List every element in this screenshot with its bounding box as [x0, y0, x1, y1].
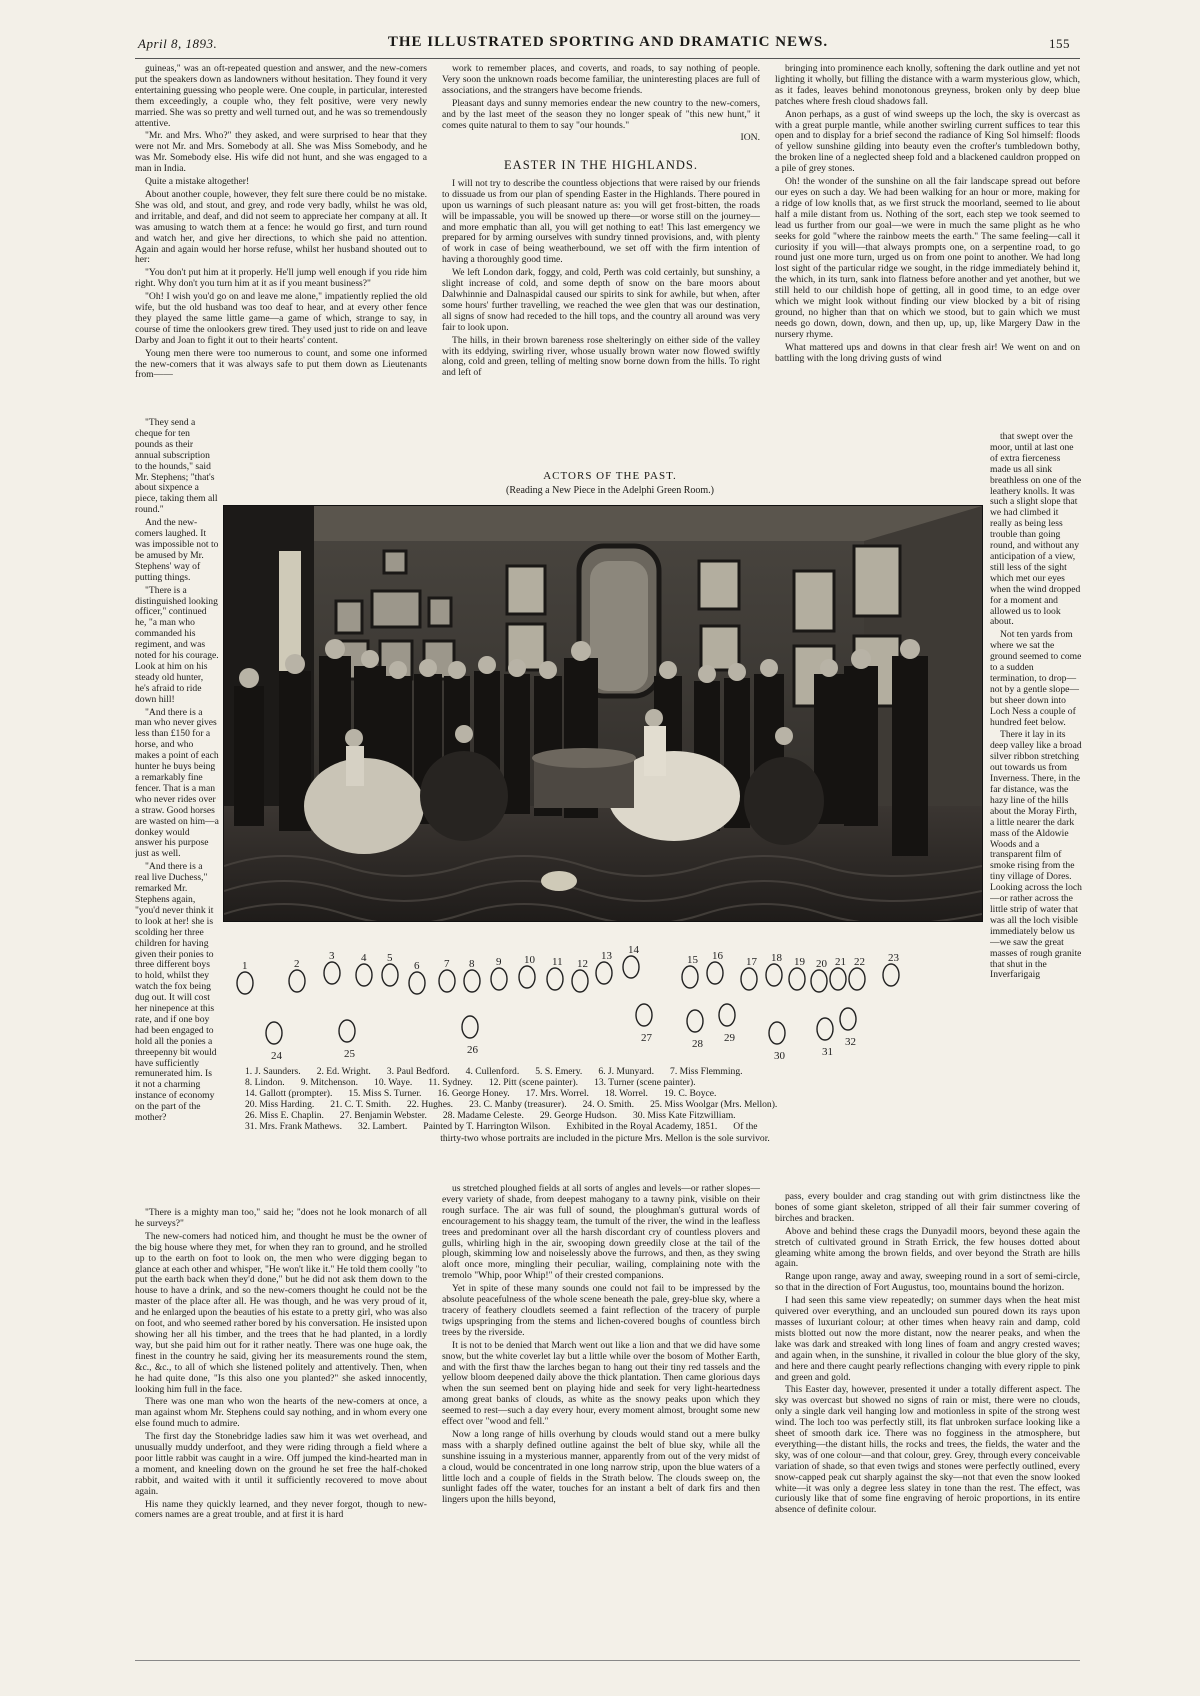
names-row [245, 1099, 965, 1110]
green-room-picture [223, 505, 983, 922]
paragraph: What mattered ups and downs in that clear fresh air! We went on and on battling with the long driving gusts of wind [775, 341, 1080, 364]
key-number: 3 [329, 950, 335, 962]
key-number: 18 [771, 952, 782, 964]
paragraph: pass, every boulder and crag standing out with grim distinctness like the bones of some giant skeleton, stripped of all their fair summer covering of birches and bracken. [775, 1192, 1080, 1224]
key-head-outline [266, 1022, 282, 1044]
portrait-names-list [245, 1066, 965, 1144]
key-head-outline [519, 966, 535, 988]
portrait-name: 23. C. Manby (treasurer). [469, 1099, 567, 1110]
portrait-name: 22. Hughes. [406, 1099, 454, 1110]
key-number: 8 [469, 958, 475, 970]
paragraph: Pleasant days and sunny memories endear the new country to the new-comers, and by the last meet of the season they no longer speak of "this new hunt," it comes quite natural to them to say "our hounds." [442, 97, 760, 131]
paragraph: work to remember places, and coverts, and roads, to say nothing of people. Very soon the unknown roads become familiar, the uninteresting places are full of associations, and the strangers have become friends. [442, 64, 760, 96]
portrait-key-diagram [228, 935, 978, 1060]
paragraph: And the new-comers laughed. It was impossible not to be amused by Mr. Stephens' way of putting things. [135, 517, 219, 583]
portrait-name: 15. Miss S. Turner. [348, 1088, 422, 1099]
key-number: 2 [294, 958, 300, 970]
key-figure-1 [237, 960, 253, 994]
key-number: 15 [687, 954, 698, 966]
key-head-outline [817, 1018, 833, 1040]
paragraph: Yet in spite of these many sounds one could not fail to be impressed by the absolute peacefulness of the whole scene beneath the pale, grey-blue sky, where a tracery of feathery cloudlets seemed a faint reflection of the tracery of purple twigs upspringing from the stems and lichen-covered boughs of countless birch trees by the riverside. [442, 1283, 760, 1338]
portrait-name: 10. Waye. [374, 1077, 413, 1088]
paragraph: us stretched ploughed fields at all sorts of angles and levels—or rather slopes—every variety of shade, from deepest mahogany to a tawny pink, visible on their rough surface. The air was full of sound, the ploughman's guttural words of encouragement to his shaggy team, the tumult of the river, the wind in the leafless trees and predominant over all the harsh discordant cry of countless plovers and gulls, whirling high in the air, swooping down greedily close at the tail of the plough, skimming low and noiselessly above the furrows, and then, as they swing aloft once more, mingling their peculiar, wailing, complaining note with the tremolo "Whip, poor Whip!" of their crested companions. [442, 1184, 760, 1282]
key-figure-14 [623, 944, 640, 978]
key-head-outline [636, 1004, 652, 1026]
key-number: 11 [552, 956, 563, 968]
key-figure-17 [741, 956, 758, 990]
portrait-name: 6. J. Munyard. [598, 1066, 655, 1077]
names-row [245, 1077, 965, 1088]
key-head-outline [464, 970, 480, 992]
paragraph: guineas," was an oft-repeated question and answer, and the new-comers put the speakers down as landowners without hesitation. They found it very entertaining guessing who people were. One couple, in particular, interested them exceedingly, a couple who, they felt positive, were very newly married. She was so pretty and well turned out, and he was so tremendously attentive. [135, 64, 427, 129]
key-figure-12 [572, 958, 588, 992]
portrait-name: 19. C. Boyce. [663, 1088, 717, 1099]
key-figure-7 [439, 958, 455, 992]
portrait-name: 14. Gallott (prompter). [245, 1088, 333, 1099]
key-figure-23 [883, 952, 900, 986]
portrait-name: 31. Mrs. Frank Mathews. [245, 1121, 342, 1132]
portrait-name: 20. Miss Harding. [245, 1099, 315, 1110]
column-1-narrow [135, 418, 219, 1206]
key-number: 30 [774, 1050, 785, 1060]
key-figure-28 [687, 1010, 704, 1050]
portrait-name: 11. Sydney. [428, 1077, 473, 1088]
key-figure-15 [682, 954, 699, 988]
paragraph: "And there is a real live Duchess," remarked Mr. Stephens again, "you'd never think it to look at her! she is scolding her three children for having given their ponies to three different boys to hold, whilst they watch the fox being dug out. It will cost her ninepence at this rate, and if one boy had been engaged to hold all the ponies a threepenny bit would have sufficiently remunerated him. Is it not a charming instance of economy on the part of the mother? [135, 861, 217, 1124]
portrait-name: 18. Worrel. [604, 1088, 648, 1099]
key-figure-31 [817, 1018, 833, 1058]
key-head-outline [719, 1004, 735, 1026]
key-figure-27 [636, 1004, 653, 1044]
key-number: 4 [361, 952, 367, 964]
key-figure-2 [289, 958, 305, 992]
paragraph: There it lay in its deep valley like a broad silver ribbon stretching out towards us from Inverness. There, in the far distance, was the hazy line of the hills about the Moray Firth, a little nearer the dark mass of the Aldowie Woods and a transparent film of smoke rising from the tiny village of Dores. Looking across the loch—or rather across the little strip of water that was all the loch visible immediately below us—we saw the great masses of rough granite that shut in the Inverfarigaig [990, 729, 1082, 981]
paragraph: Quite a mistake altogether! [145, 176, 250, 188]
key-figure-5 [382, 952, 398, 986]
paragraph: "And there is a man who never gives less than £150 for a horse, and who makes a point of each hunter he buys being a remarkably fine fencer. That is a man who never rides over a straw. Good horses are wasted on him—a donkey would answer his purpose just as well. [135, 706, 219, 860]
paragraph: bringing into prominence each knolly, softening the dark outline and yet not lighting it wholly, but filling the distance with a warm mysterious glow, which, as it fades, leaves behind monotonous greyness, broken only by deep blue patches where fresh cloud shadows fall. [775, 64, 1080, 107]
key-figure-29 [719, 1004, 736, 1044]
key-figure-32 [840, 1008, 856, 1048]
key-figure-24 [266, 1022, 283, 1060]
names-row [245, 1066, 965, 1077]
paragraph: It is not to be denied that March went out like a lion and that we did have some snow, but the white coverlet lay but a little while over the bosom of Mother Earth, and with the first thaw the larches began to hang out their tiny red tassels and the yellow bloom deepened daily above the thick plantation. Then came glorious days when the sun seemed bent on playing hide and seek for very light-heartedness among great banks of clouds, as white as the snowy peaks upon which they seemed to rest—such a day every hour, every moment almost, brought some new effect over "wood and fell." [442, 1339, 760, 1428]
key-figure-19 [789, 956, 806, 990]
key-head-outline [462, 1016, 478, 1038]
portrait-name: 5. S. Emery. [535, 1066, 583, 1077]
key-number: 13 [601, 950, 612, 962]
key-number: 24 [271, 1050, 282, 1060]
key-figure-9 [491, 956, 507, 990]
portrait-name: 9. Mitchenson. [300, 1077, 359, 1088]
key-number: 23 [888, 952, 899, 964]
paragraph: This Easter day, however, presented it under a totally different aspect. The sky was overcast but showed no signs of rain or mist, there were no clouds, only a single dark veil hanging low and motionless in spite of the strong west wind. The loch too was perfectly still, its flat unbroken surface looking like a sheet of smooth dark ice. There was no fogginess in the atmosphere, but everything—the distant hills, the rocks and trees, the fields, the water and the sky, was of one colour—and that colour, grey. Grey, through every conceivable variation of shade, so that even twigs and stones were perfectly outlined, every snow-capped peak cut sharply against the sky—not that even the snow looked white—it was only a degree less slatey in tone than the rest. The effect, was curiously like that of some fine engraving of heroic proportions, in its entire absence of definite colour. [775, 1384, 1080, 1516]
key-figure-26 [462, 1016, 479, 1056]
key-figure-22 [849, 956, 865, 990]
paragraph: The new-comers had noticed him, and thought he must be the owner of the big house where they met, for when they ran to ground, and he strolled up to the earth on foot to look on, the men who were digging began to glance at each other and whisper, "He won't like it." He told them coolly "to put the earth back when they'd done," but he did not ask them down to the house to have a drink, and so the new-comers thought he could not be the master of the place after all. He was though, and he was very proud of it, and he enlarged upon the beauties of his estate to a pretty girl, who was also on foot, and who seemed rather bored by his conversation. He insisted upon showing her all his timber, and the trees that he had planted, in a lordly way, but she paid him out for it rather neatly. There was one huge oak, the finest in the country he said, giving her its measurements round the stem, &c., &c., to all of which she listened politely and attentively. Then, when he had quite done, "Is this also one you planted?" she asked innocently, looking him full in the face. [135, 1230, 427, 1395]
key-head-outline [572, 970, 588, 992]
key-number: 32 [845, 1036, 856, 1048]
portrait-name: Of the [733, 1121, 758, 1132]
portrait-name: 26. Miss E. Chaplin. [245, 1110, 324, 1121]
column-3-bottom [775, 1192, 1080, 1660]
column-2-top [442, 64, 760, 154]
key-head-outline [830, 968, 846, 990]
paragraph: "Mr. and Mrs. Who?" they asked, and were surprised to hear that they were not Mr. and Mrs. Somebody at all. She was Miss Somebody, and he was Mr. Somebody else. His wife did not hunt, and she was engaged to a man in India. [135, 130, 427, 175]
names-row [245, 1121, 965, 1132]
key-figure-13 [596, 950, 613, 984]
portrait-key [228, 935, 978, 1060]
portrait-name: 24. O. Smith. [582, 1099, 635, 1110]
key-head-outline [596, 962, 612, 984]
portrait-names-note: thirty-two whose portraits are included in the picture Mrs. Mellon is the sole survivor. [440, 1133, 770, 1144]
key-figure-21 [830, 956, 846, 990]
page-number: 155 [1049, 36, 1070, 51]
portrait-name: 25. Miss Woolgar (Mrs. Mellon). [650, 1099, 778, 1110]
portrait-name: 13. Turner (scene painter). [594, 1077, 696, 1088]
key-number: 9 [496, 956, 502, 968]
paragraph: About another couple, however, they felt sure there could be no mistake. She was old, and stout, and grey, and rode very badly, whilst he was old, and irritable, and deaf, and did not seem to appreciate her company at all. It was amusing to watch them at a fence: he would go first, and turn round and watch her, and give her directions, to which she paid no attention. Again and again would her horse refuse, whilst her husband shouted out to her: [135, 188, 427, 266]
key-head-outline [840, 1008, 856, 1030]
key-figure-20 [811, 958, 828, 992]
column-1-bottom [135, 1208, 427, 1660]
paragraph: Now a long range of hills overhung by clouds would stand out a mere bulky mass with a sharply defined outline against the belt of blue sky, while all the sunshine issuing in a mysterious manner, apparently from out of the very midst of a cloud, would be concentrated in one long narrow strip, upon the blue waters of a little loch and a couple of fields in the Strath below. The clouds sweep on, the sunlight fades off the water, touches for an instant a belt of dark firs and then lingers upon the hills beyond, [442, 1428, 760, 1506]
key-head-outline [707, 962, 723, 984]
key-number: 10 [524, 954, 535, 966]
paragraph: Oh! the wonder of the sunshine on all the fair landscape spread out before our eyes on such a day. We had been walking for an hour or more, making for a ridge of low knolls that, as we first struck the moorland, seemed to lie about half a mile distant from us. Nothing of the sort, each step we took seemed to lead us further from our goal—we were in much the same plight as he who seeks for gold "where the rainbow meets the earth." The same feeling—call it curiosity if you will—that always prompts one, on a serpentine road, to go round just one more turn, urged us on from one point to another. We had long lost sight of the particular ridge we sought, in the ridge immediately behind it, the which, in its turn, sank into flatness before another and yet another, but we still held to our childish hope of getting, all in good time, to an edge over which we might look without finding our view blocked by a bit of rising ground, no higher than that on which we stood, but to gain which we must needs go down, down, down, and then up, up, up, like Margery Daw in the nursery rhyme. [775, 176, 1080, 340]
portrait-name: 27. Benjamin Webster. [339, 1110, 427, 1121]
column-3-top [775, 64, 1080, 434]
key-number: 25 [344, 1048, 355, 1060]
key-figure-6 [409, 960, 425, 994]
key-number: 1 [242, 960, 248, 972]
paragraph: Above and behind these crags the Dunyadil moors, beyond these again the stretch of cultivated ground in Strath Errick, the few houses dotted about gleaming white among the brown fields, and over beyond the Strath are hills again. [775, 1225, 1080, 1270]
key-number: 26 [467, 1044, 478, 1056]
key-head-outline [439, 970, 455, 992]
portrait-name: 17. Mrs. Worrel. [525, 1088, 589, 1099]
key-number: 5 [387, 952, 393, 964]
footer-rule [135, 1660, 1080, 1661]
paragraph: "They send a cheque for ten pounds as their annual subscription to the hounds," said Mr. Stephens; "that's about sixpence a piece, taking them all round." [135, 418, 218, 516]
key-head-outline [356, 964, 372, 986]
portrait-name: 28. Madame Celeste. [442, 1110, 524, 1121]
key-number: 17 [746, 956, 757, 968]
key-head-outline [766, 964, 782, 986]
key-figure-11 [547, 956, 563, 990]
column-3-narrow [990, 432, 1082, 1190]
newspaper-title: THE ILLUSTRATED SPORTING AND DRAMATIC NEWS. [387, 34, 829, 50]
key-head-outline [547, 968, 563, 990]
key-head-outline [237, 972, 253, 994]
key-number: 22 [854, 956, 865, 968]
key-figure-8 [464, 958, 480, 992]
key-head-outline [789, 968, 805, 990]
picture-subtitle: (Reading a New Piece in the Adelphi Green Room.) [506, 485, 714, 496]
key-head-outline [849, 968, 865, 990]
masthead-rule [135, 58, 1080, 59]
paragraph: "There is a mighty man too," said he; "does not he look monarch of all he surveys?" [135, 1208, 427, 1229]
key-number: 19 [794, 956, 805, 968]
paragraph: The first day the Stonebridge ladies saw him it was wet overhead, and unusually muddy underfoot, and they were riding through a field where a poor little rabbit was caught in a wire. Off jumped the kind-hearted man in a moment, and kneeling down on the ground he set free the half-choked rabbit, and waited with it until it sufficiently recovered to move about again. [135, 1431, 427, 1497]
portrait-name: 30. Miss Kate Fitzwilliam. [632, 1110, 736, 1121]
portrait-name: 29. George Hudson. [539, 1110, 617, 1121]
key-figure-10 [519, 954, 536, 988]
paragraph: that swept over the moor, until at last one of extra fierceness made us all sink breathless on one of the leathery knolls. It was such a slight slope that we had climbed it really as being less trouble than going round, and without any anticipation of a view, still less of the sight which met our eyes when the wind dropped for a moment and allowed us to look about. [990, 432, 1082, 628]
key-head-outline [339, 1020, 355, 1042]
paragraph: The hills, in their brown bareness rose shelteringly on either side of the valley with its eddying, swirling river, whose usually brown water now flowed swiftly along, cold and green, telling of melting snow borne down from the hills. To right and left of [442, 334, 760, 379]
column-2-bottom [442, 1184, 760, 1660]
paragraph: Not ten yards from where we sat the ground seemed to come to a sudden termination, to drop—not by a gentle slope—but sheer down into Loch Ness a couple of hundred feet below. [990, 629, 1082, 728]
column-1-top [135, 64, 427, 414]
portrait-name: Painted by T. Harrington Wilson. [423, 1121, 551, 1132]
paragraph: There was one man who won the hearts of the new-comers at once, a man against whom Mr. Stephens could say nothing, and in whom every one else found much to admire. [135, 1396, 427, 1430]
paragraph: Anon perhaps, as a gust of wind sweeps up the loch, the sky is overcast as with a great purple mantle, while another swirling current suffices to tear this open and to display for a brief second the radiance of King Sol himself: floods of yellow sunshine gilding into beauty even the crofter's tumbledown bothy, the broken line of a neglected sheep fold and a blackened cauldron propped on a pile of grey stones. [775, 108, 1080, 175]
key-head-outline [409, 972, 425, 994]
portrait-names-rows [245, 1066, 965, 1132]
portrait-name: 32. Lambert. [358, 1121, 408, 1132]
key-number: 12 [577, 958, 588, 970]
paragraph: Young men there were too numerous to count, and some one informed the new-comers that it was always safe to put them down as Lieutenants from—— [135, 347, 427, 381]
key-head-outline [769, 1022, 785, 1044]
section-title: EASTER IN THE HIGHLANDS. [504, 158, 698, 172]
picture-title: ACTORS OF THE PAST. [543, 470, 677, 482]
key-figure-30 [769, 1022, 786, 1060]
easter-article [442, 150, 760, 450]
paragraph: I will not try to describe the countless objections that were raised by our friends to dissuade us from our plan of spending Easter in the Highlands. There poured in upon us warnings of such pleasant nature as: you will get frost-bitten, the roads will be impassable, you will be snowed up there—or worse still on the journey—and more emphatic than all, you will get nothing to eat! This last emergency we prepared for by arming ourselves with sundry tinned provisions, and, with plenty of work in case of being weatherbound, we set off with the firm intention of having a thoroughly good time. [442, 177, 760, 266]
green-room-illustration [224, 506, 982, 921]
paragraph: His name they quickly learned, and they never forgot, though to new-comers names are a great trouble, and at first it is hard [135, 1498, 427, 1521]
key-number: 21 [835, 956, 846, 968]
names-row [245, 1088, 965, 1099]
key-head-outline [883, 964, 899, 986]
paragraph: I had seen this same view repeatedly; on summer days when the heat mist quivered over everything, and an unclouded sun poured down its rays upon masses of luxuriant colour; at other times when heavy rain and damp, cold mists blotted out now the more distant, now the nearer peaks, and when the lake was dark and streaked with long lines of foam and angry crested waves; and again when, in the sunshine, it rivalled in colour the blue glory of the sky, and here and there caught pearly reflections changing with every ripple to pink and green and gold. [775, 1295, 1080, 1383]
key-figure-3 [324, 950, 340, 984]
key-number: 29 [724, 1032, 735, 1044]
author-signature: ION. [740, 132, 760, 144]
key-number: 20 [816, 958, 827, 970]
portrait-name: 4. Cullenford. [465, 1066, 520, 1077]
key-number: 28 [692, 1038, 703, 1050]
key-number: 14 [628, 944, 639, 956]
portrait-name: 21. C. T. Smith. [330, 1099, 391, 1110]
portrait-name: 8. Lindon. [245, 1077, 285, 1088]
key-number: 31 [822, 1046, 833, 1058]
key-number: 16 [712, 950, 723, 962]
paragraph: "You don't put him at it properly. He'll jump well enough if you ride him right. Why don't you turn him at it as if you meant business?" [135, 267, 427, 290]
key-head-outline [491, 968, 507, 990]
names-row [245, 1110, 965, 1121]
key-head-outline [687, 1010, 703, 1032]
key-head-outline [382, 964, 398, 986]
paragraph: "Oh! I wish you'd go on and leave me alone," impatiently replied the old wife, but the old husband was too deaf to hear, and at every other fence they played the same little game—a game of which, strange to say, in course of time the onlookers grew tired. They used just to ride on and leave Darby and Joan to fight it out to their hearts' content. [135, 291, 427, 346]
key-figure-16 [707, 950, 724, 984]
portrait-name: 16. George Honey. [437, 1088, 510, 1099]
paragraph: "There is a distinguished looking officer," continued he, "a man who commanded his regiment, and was noted for his courage. Look at him on his steady old hunter, he's afraid to ride down hill! [135, 584, 219, 705]
key-head-outline [811, 970, 827, 992]
key-head-outline [324, 962, 340, 984]
portrait-name: 1. J. Saunders. [245, 1066, 301, 1077]
paragraph: Range upon range, away and away, sweeping round in a sort of semi-circle, so that in the direction of Fort Augustus, too, mountains bound the horizon. [775, 1271, 1080, 1294]
issue-date: April 8, 1893. [138, 36, 218, 51]
key-number: 27 [641, 1032, 652, 1044]
portrait-name: 7. Miss Flemming. [670, 1066, 743, 1077]
key-figure-18 [766, 952, 783, 986]
paragraph: We left London dark, foggy, and cold, Perth was cold certainly, but sunshiny, a slight increase of cold, and some depth of snow on the bare moors about Dalwhinnie and Dalnaspidal caused our spirits to sink for awhile, but when, after some hours' further travelling, we reached the wee glen that was our destination, all signs of snow had receded to the hill tops, and the country all around was very fair to look upon. [442, 267, 760, 333]
easter-paragraphs [442, 179, 760, 379]
portrait-name: 3. Paul Bedford. [386, 1066, 450, 1077]
key-figure-25 [339, 1020, 356, 1060]
key-number: 6 [414, 960, 420, 972]
key-number: 7 [444, 958, 450, 970]
key-head-outline [741, 968, 757, 990]
portrait-name: 12. Pitt (scene painter). [488, 1077, 579, 1088]
key-figure-4 [356, 952, 372, 986]
portrait-name: Exhibited in the Royal Academy, 1851. [566, 1121, 718, 1132]
key-head-outline [682, 966, 698, 988]
key-head-outline [289, 970, 305, 992]
masthead [138, 34, 1078, 56]
portrait-name: 2. Ed. Wright. [316, 1066, 371, 1077]
key-head-outline [623, 956, 639, 978]
